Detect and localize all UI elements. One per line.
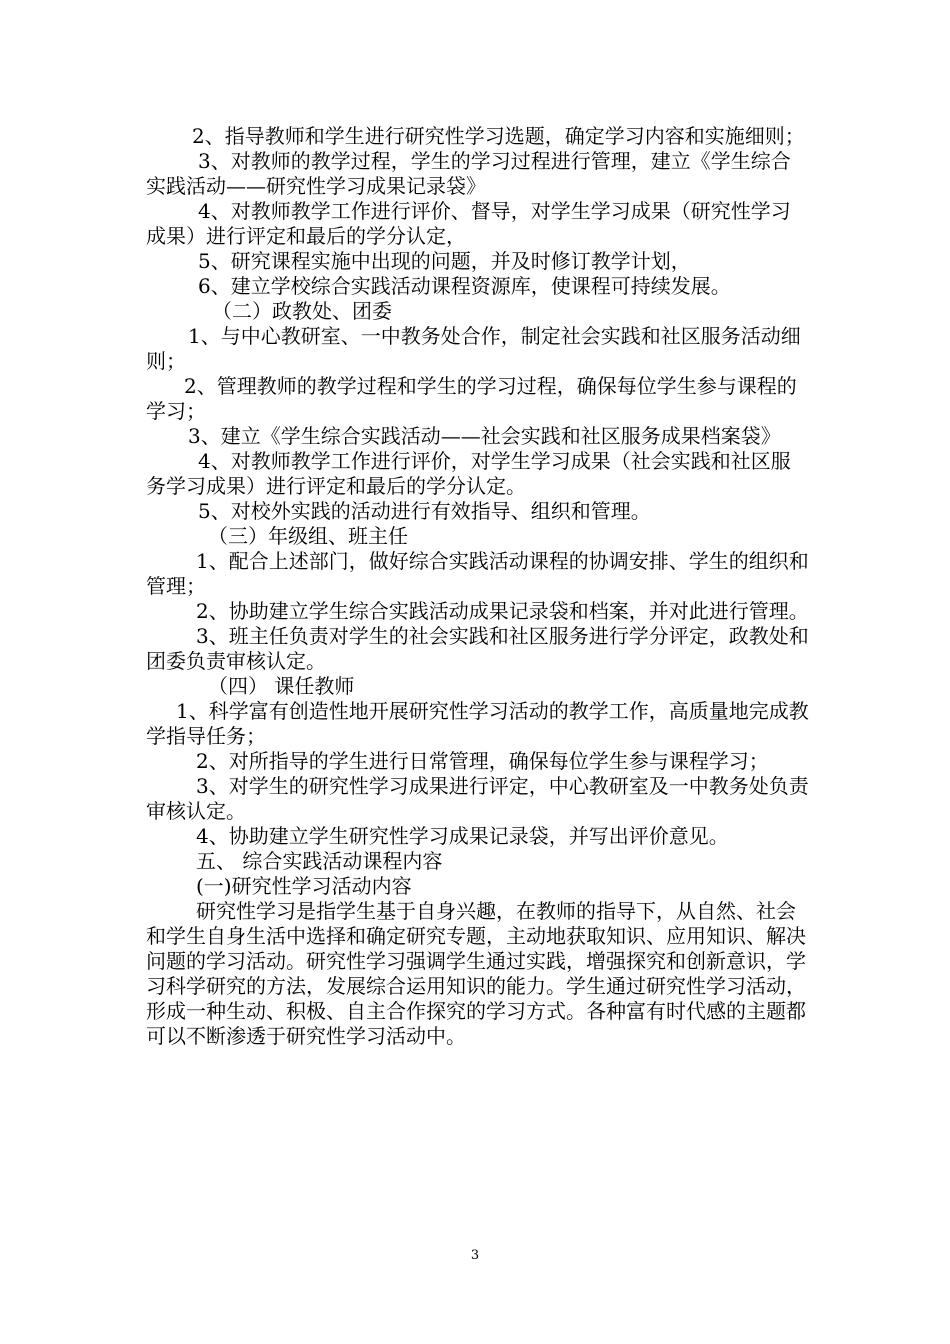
section-heading: （四） 课任教师 [208, 674, 355, 698]
section-heading: （三）年级组、班主任 [208, 524, 408, 548]
page-number: 3 [470, 1248, 480, 1263]
paragraph: 2、指导教师和学生进行研究性学习选题，确定学习内容和实施细则； [192, 124, 805, 148]
document-body [146, 124, 810, 1049]
section-heading: (一)研究性学习活动内容 [196, 874, 412, 898]
paragraph: 5、对校外实践的活动进行有效指导、组织和管理。 [198, 499, 651, 523]
paragraph: 6、建立学校综合实践活动课程资源库，使课程可持续发展。 [198, 274, 731, 298]
paragraph: 1、与中心教研室、一中教务处合作，制定社会实践和社区服务活动细则； [146, 324, 801, 373]
section-heading: 五、 综合实践活动课程内容 [196, 849, 443, 873]
paragraph: 1、科学富有创造性地开展研究性学习活动的教学工作，高质量地完成教学指导任务； [146, 699, 809, 748]
paragraph: 5、研究课程实施中出现的问题，并及时修订教学计划， [198, 249, 691, 273]
paragraph: 3、建立《学生综合实践活动——社会实践和社区服务成果档案袋》 [188, 424, 781, 448]
paragraph: 4、对教师教学工作进行评价、督导，对学生学习成果（研究性学习成果）进行评定和最后的学分认定， [146, 199, 791, 248]
paragraph: 研究性学习是指学生基于自身兴趣，在教师的指导下，从自然、社会和学生自身生活中选择和确定研究专题，主动地获取知识、应用知识、解决问题的学习活动。研究性学习强调学生通过实践，增强探究和创新意识，学习科学研究的方法，发展综合运用知识的能力。学生通过研究性学习活动，形成一种生动、积极、自主合作探究的学习方式。各种富有时代感的主题都可以不断渗透于研究性学习活动中。 [146, 899, 806, 1048]
paragraph: 2、管理教师的教学过程和学生的学习过程，确保每位学生参与课程的学习； [146, 374, 797, 423]
paragraph: 4、协助建立学生研究性学习成果记录袋，并写出评价意见。 [196, 824, 729, 848]
paragraph: 2、对所指导的学生进行日常管理，确保每位学生参与课程学习； [196, 749, 769, 773]
section-heading: （二）政教处、团委 [212, 299, 392, 323]
paragraph: 1、配合上述部门，做好综合实践活动课程的协调安排、学生的组织和管理； [146, 549, 809, 598]
paragraph: 3、对教师的教学过程，学生的学习过程进行管理，建立《学生综合实践活动——研究性学习成果记录袋》 [146, 149, 791, 198]
paragraph: 3、对学生的研究性学习成果进行评定，中心教研室及一中教务处负责审核认定。 [146, 774, 809, 823]
paragraph: 3、班主任负责对学生的社会实践和社区服务进行学分评定，政教处和团委负责审核认定。 [146, 624, 809, 673]
paragraph: 4、对教师教学工作进行评价，对学生学习成果（社会实践和社区服务学习成果）进行评定和最后的学分认定。 [146, 449, 791, 498]
paragraph: 2、协助建立学生综合实践活动成果记录袋和档案，并对此进行管理。 [196, 599, 809, 623]
